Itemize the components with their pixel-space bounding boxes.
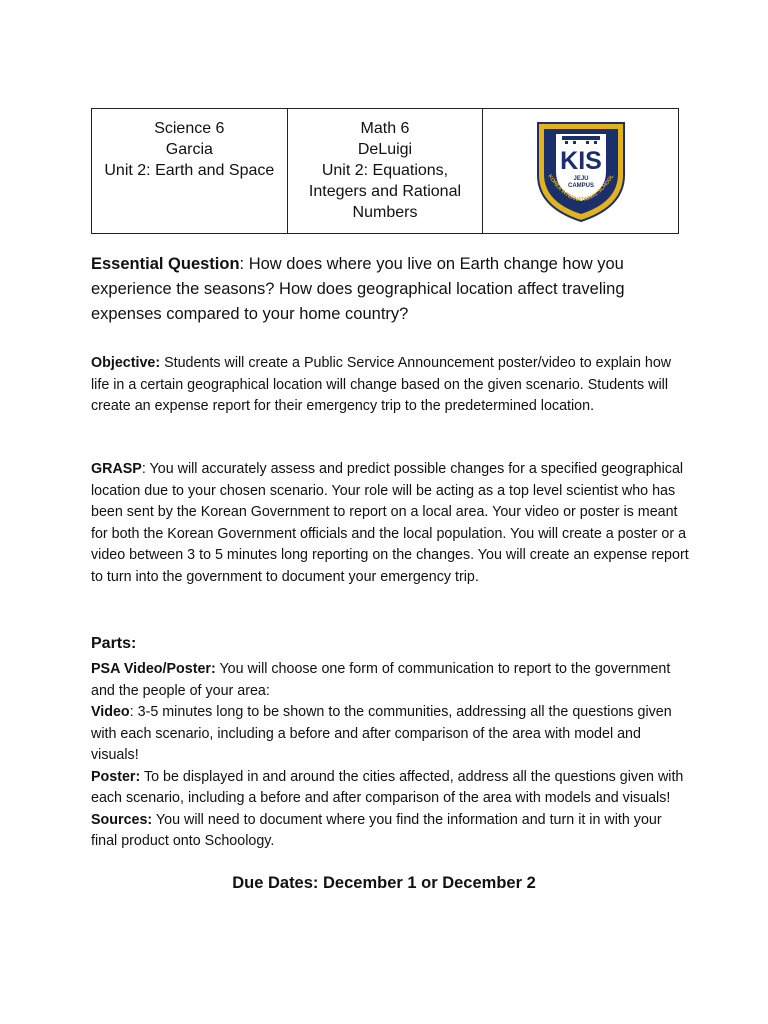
- logo-text: KIS: [559, 147, 602, 175]
- essential-question-text: : How does where you live on Earth change how you experience the seasons? How does geographical location affect traveling expenses compared to your home country?: [91, 255, 625, 323]
- math-course: Math 6: [360, 120, 410, 137]
- objective-paragraph: [91, 353, 691, 418]
- psa-text: You will choose one form of communication to report to the government and the people of your area:: [91, 661, 671, 699]
- math-cell: [287, 109, 483, 234]
- objective-label: Objective:: [91, 355, 161, 371]
- psa-label: PSA Video/Poster:: [91, 661, 216, 677]
- svg-text:JEJU: JEJU: [573, 176, 589, 182]
- essential-question: [91, 252, 691, 327]
- essential-question-label: Essential Question: [91, 255, 240, 273]
- poster-paragraph: [91, 767, 691, 810]
- poster-label: Poster:: [91, 768, 141, 785]
- psa-paragraph: [91, 659, 691, 702]
- grasp-label: GRASP: [91, 461, 142, 477]
- kis-logo: [532, 117, 630, 225]
- video-text: : 3-5 minutes long to be shown to the communities, addressing all the questions given with each scenario, including a before and after comparison of the area with model and visuals!: [91, 704, 672, 763]
- due-dates: Due Dates: December 1 or December 2: [232, 874, 536, 892]
- sources-paragraph: [91, 810, 691, 853]
- sources-label: Sources:: [91, 811, 153, 828]
- video-paragraph: [91, 702, 691, 767]
- science-course: Science 6: [154, 120, 225, 137]
- poster-text: To be displayed in and around the cities affected, address all the questions given with each scenario, including a before and after comparison of the area with models and visuals!: [91, 768, 684, 806]
- svg-text:CAMPUS: CAMPUS: [567, 183, 594, 189]
- grasp-text: : You will accurately assess and predict possible changes for a specified geographical location due to your chosen scenario. Your role will be acting as a top level scientist who has been sent by the Korean Government to report on a local area. Your video or poster is meant for both the Korean Government officials and the local population. You will create a poster or a video between 3 to 5 minutes long reporting on the changes. You will create an expense report to turn into the government to document your emergency trip.: [91, 461, 689, 585]
- svg-text:KOREA INTERNATIONAL SCHOOL: KOREA INTERNATIONAL SCHOOL: [546, 173, 616, 204]
- logo-cell: [483, 109, 679, 234]
- objective-text: Students will create a Public Service Announcement poster/video to explain how life in a certain geographical location will change based on the given scenario. Students will create an expense report for their emergency trip to the predetermined location.: [91, 355, 672, 414]
- video-label: Video: [91, 704, 130, 720]
- science-unit: Unit 2: Earth and Space: [104, 162, 275, 179]
- course-header-table: [91, 108, 679, 234]
- sources-text: You will need to document where you find the information and turn it in with your final product onto Schoology.: [91, 811, 662, 849]
- math-unit: Unit 2: Equations, Integers and Rational Numbers: [308, 162, 462, 221]
- parts-section: [91, 659, 691, 853]
- science-teacher: Garcia: [165, 141, 213, 158]
- science-cell: [92, 109, 288, 234]
- parts-heading: Parts:: [91, 635, 137, 652]
- grasp-paragraph: [91, 459, 691, 588]
- math-teacher: DeLuigi: [357, 141, 413, 158]
